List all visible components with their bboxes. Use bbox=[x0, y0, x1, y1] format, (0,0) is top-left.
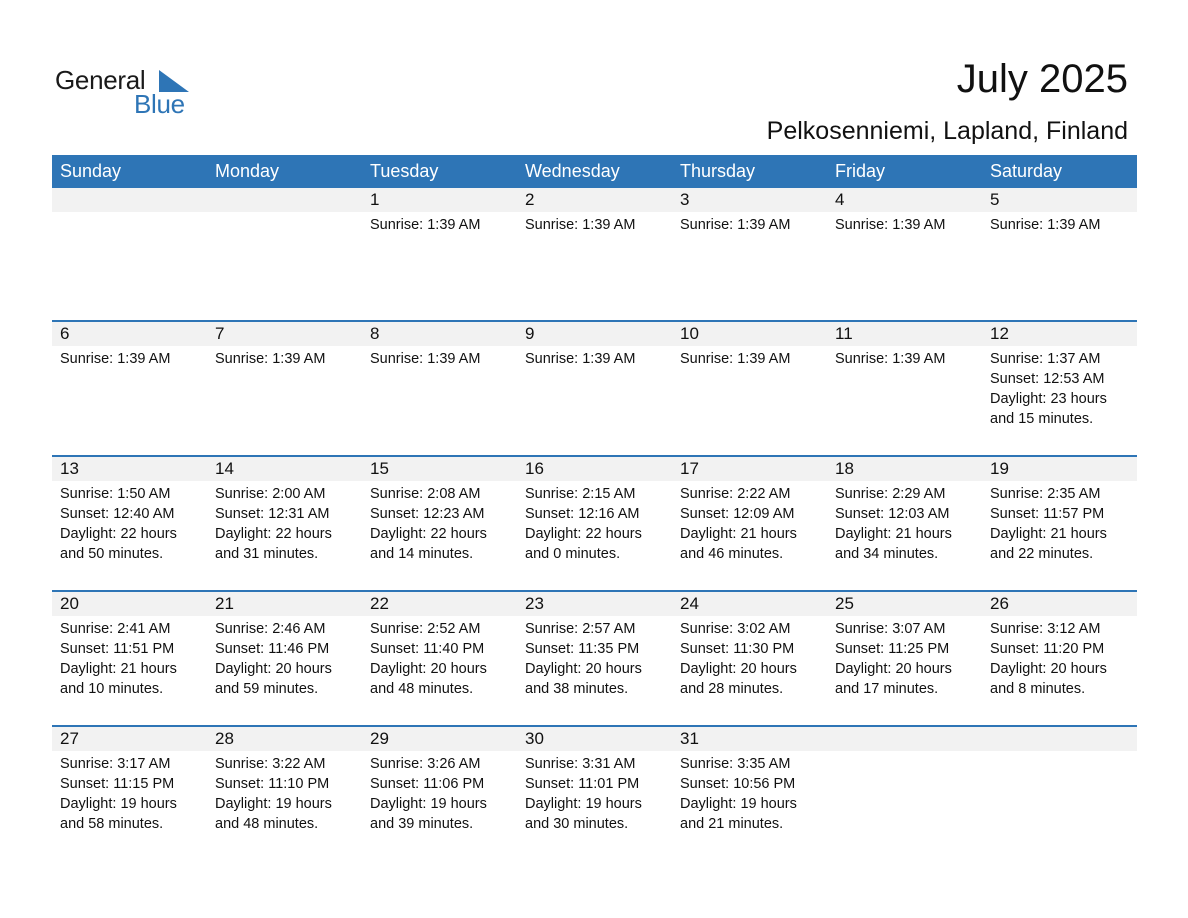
day-number: 23 bbox=[525, 594, 544, 613]
sun-info-line: Sunrise: 1:39 AM bbox=[680, 217, 791, 233]
day-sun-info bbox=[215, 484, 332, 564]
sun-info-line: Daylight: 20 hours bbox=[990, 661, 1107, 677]
sun-info-line: Sunrise: 1:39 AM bbox=[680, 351, 791, 367]
day-sun-info bbox=[525, 484, 642, 564]
brand-logo bbox=[55, 62, 205, 122]
weekday-friday: Friday bbox=[835, 161, 886, 181]
sun-info-line: Sunrise: 1:39 AM bbox=[525, 351, 636, 367]
week-row bbox=[52, 455, 1137, 592]
sun-info-line: Daylight: 19 hours bbox=[60, 796, 177, 812]
day-sun-info bbox=[680, 484, 797, 564]
day-cell bbox=[362, 592, 517, 727]
day-sun-info bbox=[835, 215, 945, 235]
sun-info-line: Sunrise: 1:39 AM bbox=[215, 351, 326, 367]
calendar-grid bbox=[52, 155, 1137, 832]
weekday-saturday: Saturday bbox=[990, 161, 1063, 181]
sun-info-line: Sunset: 11:51 PM bbox=[60, 641, 175, 657]
day-number: 28 bbox=[215, 729, 234, 748]
sun-info-line: Daylight: 20 hours bbox=[215, 661, 332, 677]
day-sun-info bbox=[835, 619, 952, 699]
day-cell bbox=[517, 592, 672, 727]
day-sun-info bbox=[370, 349, 480, 369]
weekday-header bbox=[52, 155, 1137, 188]
sun-info-line: Daylight: 20 hours bbox=[835, 661, 952, 677]
day-sun-info bbox=[60, 754, 177, 834]
day-cell bbox=[827, 592, 982, 727]
sun-info-line: Sunrise: 1:39 AM bbox=[525, 217, 636, 233]
sun-info-line: and 10 minutes. bbox=[60, 681, 164, 697]
location-subtitle: Pelkosenniemi, Lapland, Finland bbox=[766, 117, 1128, 145]
day-sun-info bbox=[60, 619, 177, 699]
sun-info-line: Sunrise: 3:02 AM bbox=[680, 621, 791, 637]
sun-info-line: Sunrise: 2:29 AM bbox=[835, 486, 946, 502]
day-cell bbox=[52, 727, 207, 862]
day-sun-info bbox=[990, 215, 1100, 235]
day-number: 24 bbox=[680, 594, 699, 613]
day-cell bbox=[517, 188, 672, 323]
day-sun-info bbox=[525, 754, 642, 834]
day-number: 2 bbox=[525, 190, 535, 209]
sun-info-line: and 38 minutes. bbox=[525, 681, 629, 697]
sun-info-line: Sunrise: 3:07 AM bbox=[835, 621, 946, 637]
day-number: 4 bbox=[835, 190, 845, 209]
day-cell bbox=[52, 592, 207, 727]
day-cell bbox=[207, 727, 362, 862]
sun-info-line: Sunrise: 1:39 AM bbox=[990, 217, 1101, 233]
sun-info-line: Sunrise: 2:57 AM bbox=[525, 621, 636, 637]
sun-info-line: Sunset: 12:16 AM bbox=[525, 506, 640, 522]
day-sun-info bbox=[680, 754, 797, 834]
sun-info-line: Daylight: 19 hours bbox=[680, 796, 797, 812]
day-sun-info bbox=[215, 349, 325, 369]
sun-info-line: and 28 minutes. bbox=[680, 681, 784, 697]
sun-info-line: Sunrise: 1:39 AM bbox=[835, 217, 946, 233]
sun-info-line: and 8 minutes. bbox=[990, 681, 1086, 697]
day-sun-info bbox=[680, 349, 790, 369]
sun-info-line: Sunset: 12:09 AM bbox=[680, 506, 795, 522]
sun-info-line: Daylight: 22 hours bbox=[215, 526, 332, 542]
sun-info-line: Sunset: 11:30 PM bbox=[680, 641, 795, 657]
day-number: 14 bbox=[215, 459, 234, 478]
day-number: 3 bbox=[680, 190, 690, 209]
sun-info-line: Sunrise: 2:08 AM bbox=[370, 486, 481, 502]
day-number: 31 bbox=[680, 729, 699, 748]
day-cell bbox=[207, 322, 362, 457]
sun-info-line: Daylight: 19 hours bbox=[525, 796, 642, 812]
sun-info-line: Sunset: 11:40 PM bbox=[370, 641, 485, 657]
day-sun-info bbox=[990, 484, 1107, 564]
day-cell bbox=[982, 457, 1137, 592]
day-number: 27 bbox=[60, 729, 79, 748]
day-cell bbox=[362, 727, 517, 862]
sun-info-line: Daylight: 19 hours bbox=[370, 796, 487, 812]
sun-info-line: Daylight: 21 hours bbox=[60, 661, 177, 677]
day-sun-info bbox=[990, 619, 1107, 699]
sun-info-line: Sunset: 10:56 PM bbox=[680, 776, 796, 792]
sun-info-line: Sunrise: 3:17 AM bbox=[60, 756, 171, 772]
day-cell bbox=[362, 457, 517, 592]
sun-info-line: Daylight: 20 hours bbox=[525, 661, 642, 677]
day-cell bbox=[827, 457, 982, 592]
sun-info-line: and 17 minutes. bbox=[835, 681, 939, 697]
sun-info-line: Sunrise: 2:35 AM bbox=[990, 486, 1101, 502]
day-number: 1 bbox=[370, 190, 380, 209]
day-cell bbox=[517, 727, 672, 862]
day-number: 17 bbox=[680, 459, 699, 478]
day-cell bbox=[362, 322, 517, 457]
sun-info-line: and 48 minutes. bbox=[370, 681, 474, 697]
day-number: 21 bbox=[215, 594, 234, 613]
day-number: 9 bbox=[525, 324, 535, 343]
day-cell bbox=[52, 457, 207, 592]
day-cell bbox=[672, 188, 827, 323]
day-sun-info bbox=[370, 215, 480, 235]
sun-info-line: Sunset: 12:53 AM bbox=[990, 371, 1105, 387]
sun-info-line: and 50 minutes. bbox=[60, 546, 164, 562]
weekday-wednesday: Wednesday bbox=[525, 161, 620, 181]
sun-info-line: and 48 minutes. bbox=[215, 816, 319, 832]
logo-text-general: General bbox=[55, 65, 146, 95]
sun-info-line: Sunrise: 2:00 AM bbox=[215, 486, 326, 502]
sun-info-line: Sunrise: 2:46 AM bbox=[215, 621, 326, 637]
sun-info-line: Sunrise: 2:22 AM bbox=[680, 486, 791, 502]
sun-info-line: and 39 minutes. bbox=[370, 816, 474, 832]
day-number: 20 bbox=[60, 594, 79, 613]
sun-info-line: Sunrise: 1:39 AM bbox=[370, 217, 481, 233]
sun-info-line: and 58 minutes. bbox=[60, 816, 164, 832]
day-cell bbox=[362, 188, 517, 323]
day-sun-info bbox=[215, 754, 332, 834]
day-cell bbox=[982, 322, 1137, 457]
sun-info-line: Daylight: 22 hours bbox=[60, 526, 177, 542]
sun-info-line: and 21 minutes. bbox=[680, 816, 784, 832]
day-sun-info bbox=[525, 215, 635, 235]
sun-info-line: Sunset: 11:15 PM bbox=[60, 776, 175, 792]
sun-info-line: Daylight: 23 hours bbox=[990, 391, 1107, 407]
sun-info-line: Daylight: 21 hours bbox=[990, 526, 1107, 542]
sun-info-line: Sunrise: 1:37 AM bbox=[990, 351, 1101, 367]
day-sun-info bbox=[525, 349, 635, 369]
day-cell bbox=[52, 322, 207, 457]
day-cell bbox=[517, 322, 672, 457]
sun-info-line: and 15 minutes. bbox=[990, 411, 1094, 427]
sun-info-line: Sunset: 11:06 PM bbox=[370, 776, 485, 792]
sun-info-line: and 59 minutes. bbox=[215, 681, 319, 697]
day-number: 5 bbox=[990, 190, 1000, 209]
weekday-thursday: Thursday bbox=[680, 161, 756, 181]
week-row bbox=[52, 188, 1137, 323]
sun-info-line: Sunset: 12:03 AM bbox=[835, 506, 950, 522]
day-number: 29 bbox=[370, 729, 389, 748]
day-sun-info bbox=[370, 484, 487, 564]
sun-info-line: Sunset: 11:46 PM bbox=[215, 641, 330, 657]
day-sun-info bbox=[370, 754, 487, 834]
day-sun-info bbox=[60, 349, 170, 369]
week-row bbox=[52, 725, 1137, 862]
sun-info-line: Sunrise: 2:15 AM bbox=[525, 486, 636, 502]
day-cell bbox=[982, 592, 1137, 727]
sun-info-line: Sunset: 11:57 PM bbox=[990, 506, 1105, 522]
day-cell bbox=[517, 457, 672, 592]
sun-info-line: Daylight: 21 hours bbox=[835, 526, 952, 542]
day-sun-info bbox=[680, 619, 797, 699]
sun-info-line: and 14 minutes. bbox=[370, 546, 474, 562]
day-cell bbox=[207, 457, 362, 592]
sun-info-line: Sunset: 12:31 AM bbox=[215, 506, 330, 522]
sun-info-line: Sunrise: 3:31 AM bbox=[525, 756, 636, 772]
week-row bbox=[52, 320, 1137, 457]
sun-info-line: and 30 minutes. bbox=[525, 816, 629, 832]
sun-info-line: Sunrise: 3:22 AM bbox=[215, 756, 326, 772]
sun-info-line: Sunrise: 1:39 AM bbox=[60, 351, 171, 367]
sun-info-line: Sunset: 11:25 PM bbox=[835, 641, 950, 657]
week-row bbox=[52, 590, 1137, 727]
day-number: 30 bbox=[525, 729, 544, 748]
day-cell bbox=[982, 188, 1137, 323]
day-number: 18 bbox=[835, 459, 854, 478]
weekday-monday: Monday bbox=[215, 161, 280, 181]
day-number: 26 bbox=[990, 594, 1009, 613]
day-sun-info bbox=[215, 619, 332, 699]
sun-info-line: Sunrise: 1:39 AM bbox=[370, 351, 481, 367]
sun-info-line: Sunrise: 3:35 AM bbox=[680, 756, 791, 772]
sun-info-line: Daylight: 20 hours bbox=[680, 661, 797, 677]
sun-info-line: Sunset: 12:23 AM bbox=[370, 506, 485, 522]
sun-info-line: Daylight: 19 hours bbox=[215, 796, 332, 812]
day-cell bbox=[207, 592, 362, 727]
day-number: 7 bbox=[215, 324, 225, 343]
sun-info-line: Sunrise: 2:41 AM bbox=[60, 621, 171, 637]
sun-info-line: and 46 minutes. bbox=[680, 546, 784, 562]
day-number: 12 bbox=[990, 324, 1009, 343]
day-sun-info bbox=[835, 349, 945, 369]
sun-info-line: Sunset: 11:20 PM bbox=[990, 641, 1105, 657]
sun-info-line: Daylight: 21 hours bbox=[680, 526, 797, 542]
day-sun-info bbox=[680, 215, 790, 235]
sun-info-line: Daylight: 20 hours bbox=[370, 661, 487, 677]
sun-info-line: Sunset: 11:35 PM bbox=[525, 641, 640, 657]
day-number: 13 bbox=[60, 459, 79, 478]
day-number: 10 bbox=[680, 324, 699, 343]
day-cell bbox=[827, 322, 982, 457]
sun-info-line: Sunset: 11:01 PM bbox=[525, 776, 640, 792]
weekday-sunday: Sunday bbox=[60, 161, 122, 181]
sun-info-line: Daylight: 22 hours bbox=[370, 526, 487, 542]
day-number: 19 bbox=[990, 459, 1009, 478]
day-cell bbox=[672, 727, 827, 862]
weekday-tuesday: Tuesday bbox=[370, 161, 439, 181]
day-sun-info bbox=[525, 619, 642, 699]
logo-text-blue: Blue bbox=[134, 89, 185, 119]
sun-info-line: Sunrise: 2:52 AM bbox=[370, 621, 481, 637]
day-cell bbox=[672, 457, 827, 592]
sun-info-line: Sunrise: 1:39 AM bbox=[835, 351, 946, 367]
day-sun-info bbox=[835, 484, 952, 564]
day-cell bbox=[827, 188, 982, 323]
sun-info-line: Sunrise: 3:26 AM bbox=[370, 756, 481, 772]
day-sun-info bbox=[60, 484, 177, 564]
sun-info-line: Sunset: 12:40 AM bbox=[60, 506, 175, 522]
day-number: 6 bbox=[60, 324, 70, 343]
sun-info-line: and 34 minutes. bbox=[835, 546, 939, 562]
sun-info-line: Sunrise: 3:12 AM bbox=[990, 621, 1101, 637]
page-title: July 2025 bbox=[956, 57, 1128, 101]
day-number: 25 bbox=[835, 594, 854, 613]
day-number: 11 bbox=[835, 324, 853, 343]
day-number: 22 bbox=[370, 594, 389, 613]
day-number: 16 bbox=[525, 459, 544, 478]
day-number: 15 bbox=[370, 459, 389, 478]
day-sun-info bbox=[990, 349, 1107, 429]
sun-info-line: Daylight: 22 hours bbox=[525, 526, 642, 542]
sun-info-line: and 31 minutes. bbox=[215, 546, 319, 562]
sun-info-line: and 0 minutes. bbox=[525, 546, 621, 562]
day-sun-info bbox=[370, 619, 487, 699]
sun-info-line: Sunrise: 1:50 AM bbox=[60, 486, 171, 502]
sun-info-line: and 22 minutes. bbox=[990, 546, 1094, 562]
day-number: 8 bbox=[370, 324, 380, 343]
sun-info-line: Sunset: 11:10 PM bbox=[215, 776, 330, 792]
day-cell bbox=[672, 592, 827, 727]
day-cell bbox=[672, 322, 827, 457]
